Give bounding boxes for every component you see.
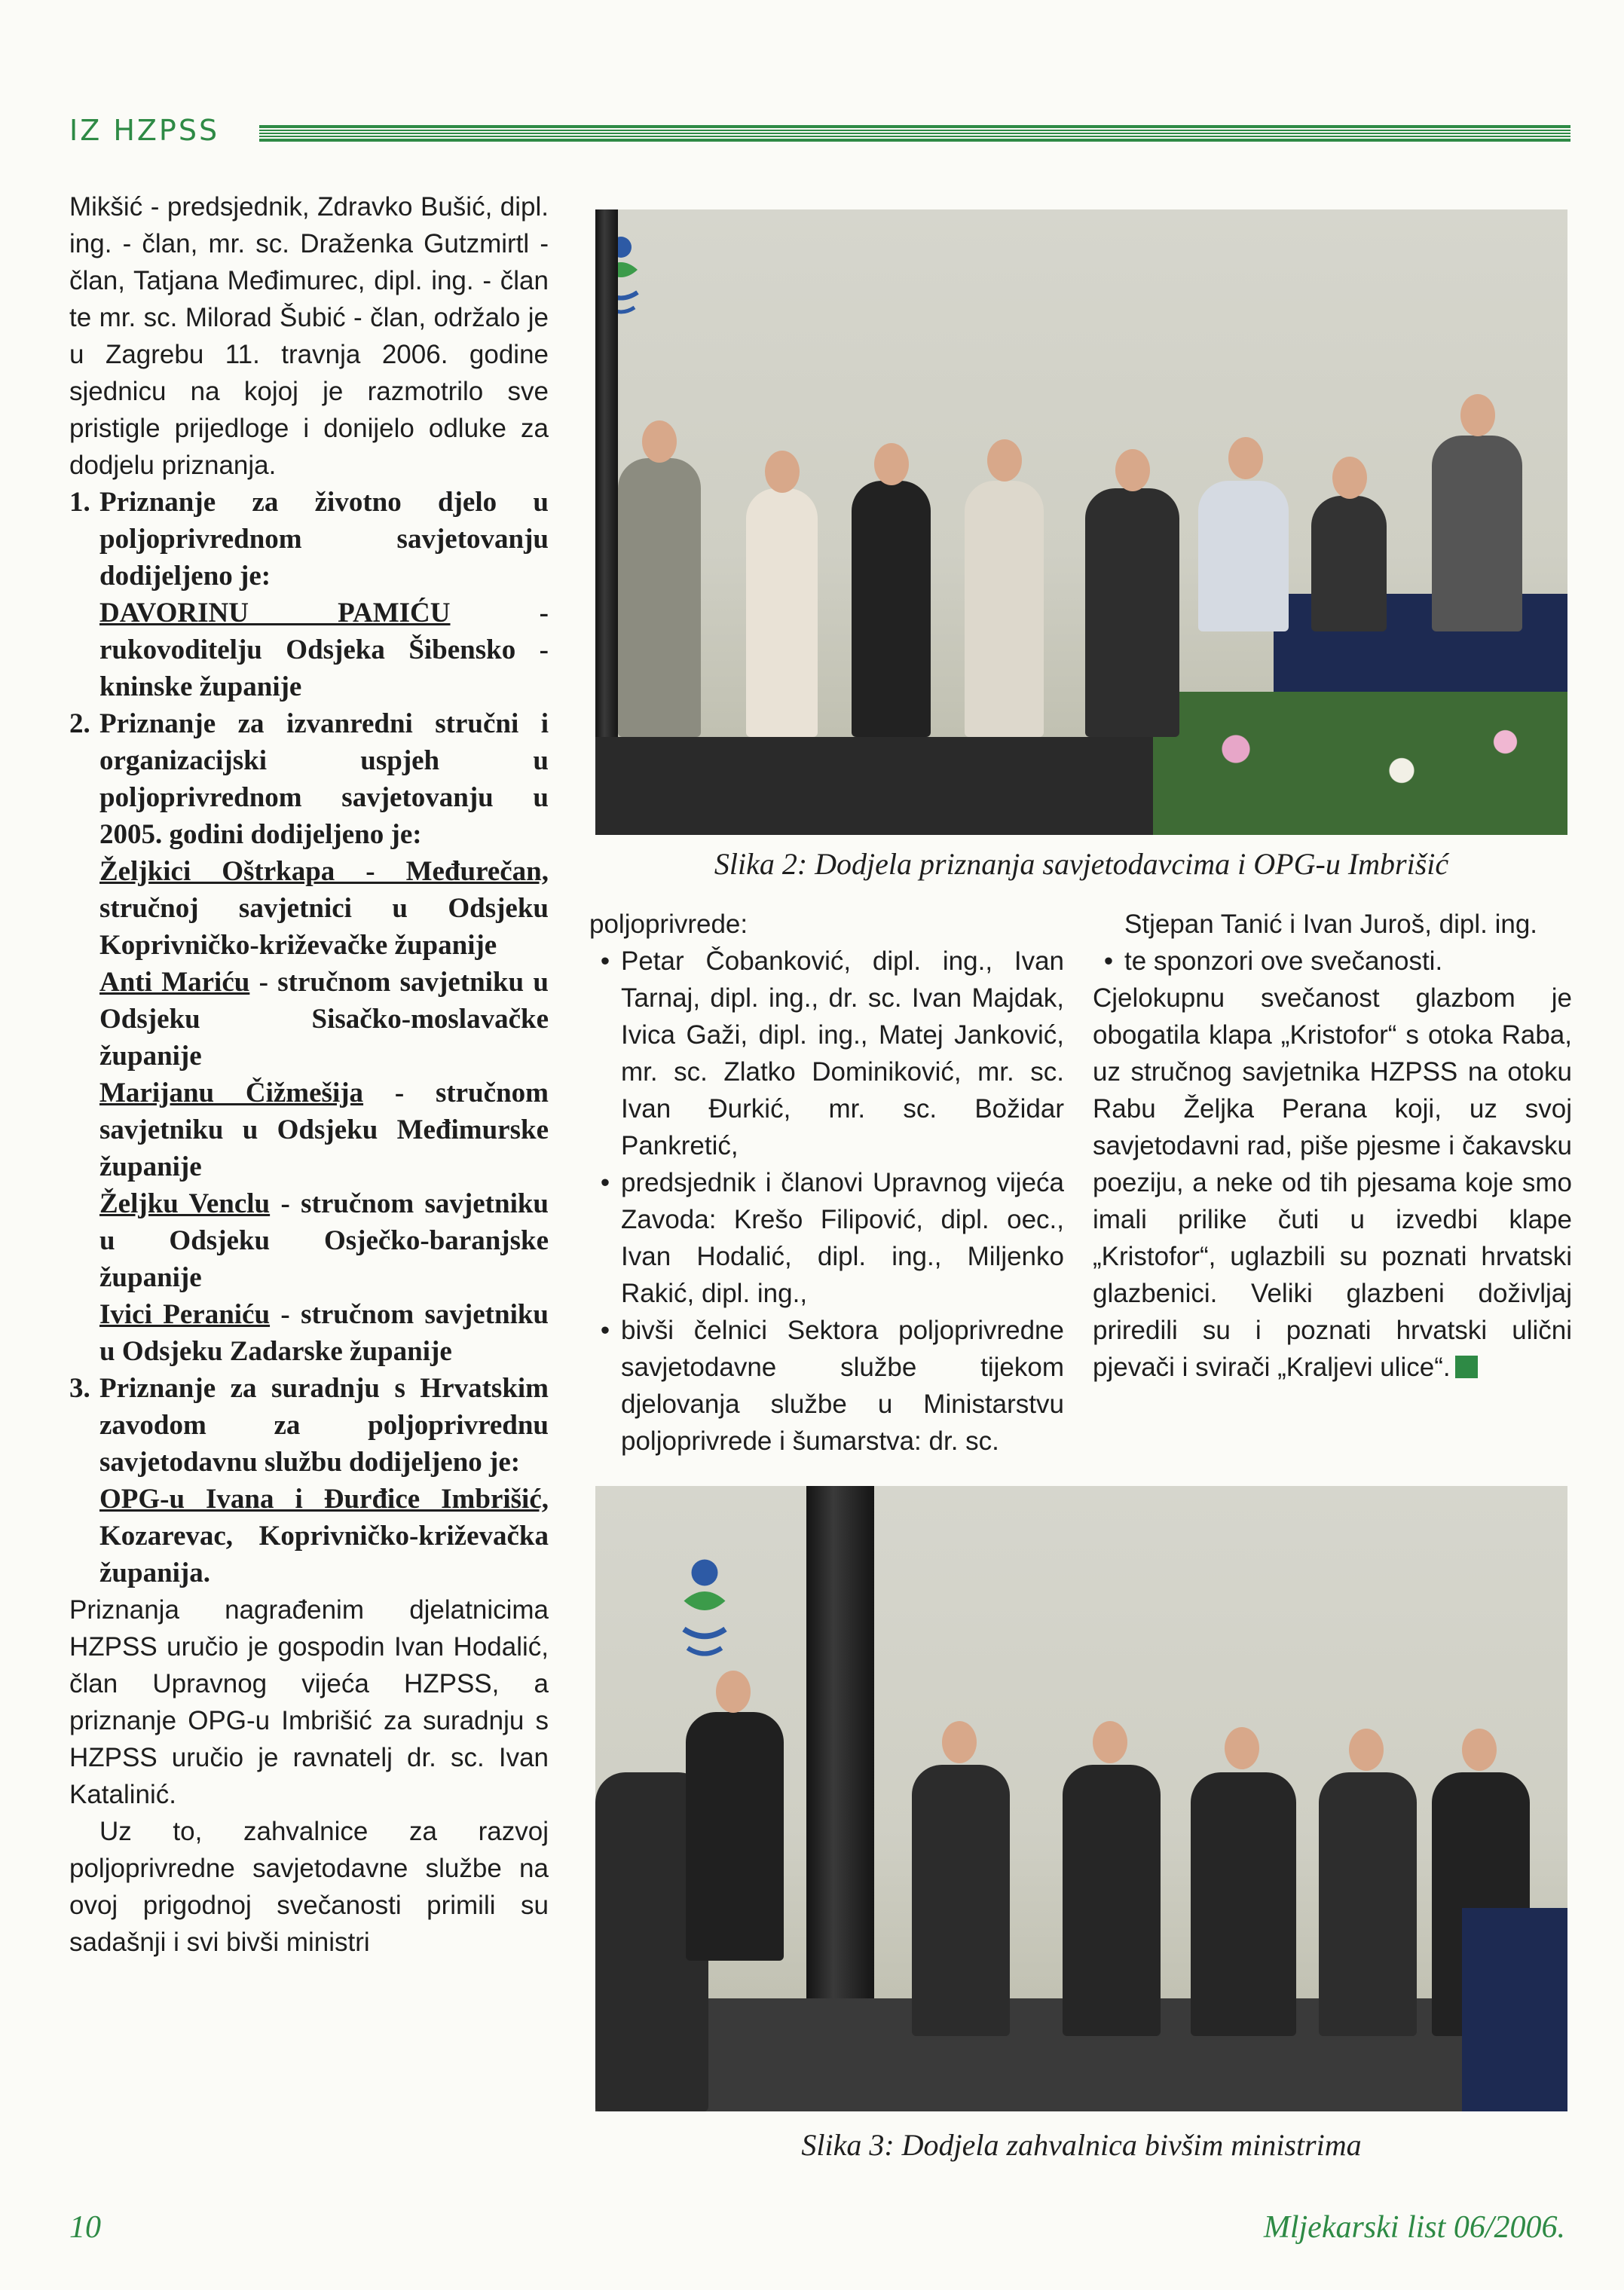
bullet-icon: • — [600, 1168, 610, 1197]
award-title: Priznanje za izvanredni stručni i organizacijski uspjeh u poljoprivrednom savjetovanju u 2005. godini dodijeljeno je: — [99, 708, 549, 850]
recipient-desc: - rukovoditelju Odsjeka Šibensko - kninske županije — [99, 598, 549, 702]
recipient-desc: Kozarevac, Koprivničko-križevačka županija. — [99, 1521, 549, 1588]
person-figure — [1063, 1765, 1161, 2036]
person-head — [1462, 1729, 1497, 1771]
person-figure — [618, 458, 701, 737]
award-item-3 — [69, 1370, 549, 1591]
award-title: Priznanje za suradnju s Hrvatskim zavodom za poljoprivrednu savjetodavnu službu dodijeljeno je: — [99, 1373, 549, 1478]
person-figure — [1319, 1772, 1417, 2036]
recipient-name: Ivici Peraniću — [99, 1299, 271, 1330]
person-head — [1349, 1729, 1384, 1771]
person-figure — [1432, 436, 1522, 631]
award-number: 3. — [69, 1373, 90, 1404]
article-column-right — [1093, 906, 1572, 1386]
award-number: 1. — [69, 487, 90, 518]
end-of-article-icon — [1455, 1356, 1478, 1378]
person-figure — [686, 1712, 784, 1961]
hzpss-logo-icon — [671, 1554, 739, 1667]
list-item — [589, 943, 1064, 1164]
award-item-1 — [69, 484, 549, 705]
recipient-name: Marijanu Čižmešija — [99, 1078, 364, 1108]
article-column-middle — [589, 906, 1064, 1460]
paragraph-awards-presented: Priznanja nagrađenim djelatnicima HZPSS uručio je gospodin Ivan Hodalić, član Upravnog vijeća HZPSS, a priznanje OPG-u Imbrišić za suradnju s HZPSS uručio je ravnatelj dr. sc. Ivan Katalinić. — [69, 1595, 549, 1809]
person-figure — [1311, 496, 1387, 631]
recipient-name: Anti Mariću — [99, 967, 250, 998]
recipient-desc: stručnoj savjetnici u Odsjeku Koprivničko-križevačke županije — [99, 893, 549, 961]
person-head — [874, 443, 909, 485]
award-item-2 — [69, 705, 549, 1370]
award-title: Priznanje za životno djelo u poljoprivrednom savjetovanju dodijeljeno je: — [99, 487, 549, 592]
list-item-text: predsjednik i članovi Upravnog vijeća Zavoda: Krešo Filipović, dipl. oec., Ivan Hodalić, dipl. ing., Miljenko Rakić, dipl. ing., — [621, 1168, 1064, 1308]
list-item — [1093, 943, 1572, 980]
list-item — [589, 1312, 1064, 1460]
recipient-name: Željkici Oštrkapa - Međurečan, — [99, 856, 549, 887]
article-column-left — [69, 188, 549, 1961]
list-item-text: bivši čelnici Sektora poljoprivredne savjetodavne službe tijekom djelovanja službe u Ministarstvu poljoprivrede i šumarstva: dr. sc. — [621, 1316, 1064, 1456]
recipient-desc: - stručnom savjetniku u Odsjeku Zadarske županije — [99, 1299, 549, 1367]
person-head — [1115, 449, 1150, 491]
recipient-name: DAVORINU PAMIĆU — [99, 598, 451, 628]
person-head — [1332, 457, 1367, 499]
person-figure — [965, 481, 1044, 737]
person-figure — [852, 481, 931, 737]
person-figure — [1085, 488, 1179, 737]
paragraph-music — [1093, 980, 1572, 1386]
bullet-icon: • — [600, 1316, 610, 1345]
intro-paragraph: Mikšić - predsjednik, Zdravko Bušić, dipl. ing. - član, mr. sc. Draženka Gutzmirtl - član, Tatjana Međimurec, dipl. ing. - član te mr. sc. Milorad Šubić - član, održalo je u Zagrebu 11. travnja 2006. godine sjednicu na kojoj je razmotrilo sve pristigle prijedloge i donijelo odluke za dodjelu priznanja. — [69, 192, 549, 480]
person-figure — [746, 488, 818, 737]
person-head — [642, 420, 677, 463]
flower-arrangement — [1153, 692, 1567, 835]
person-head — [1228, 437, 1263, 479]
award-number: 2. — [69, 708, 90, 739]
person-head — [1460, 394, 1495, 436]
bullet-icon: • — [600, 946, 610, 976]
figure-caption-slika-2: Slika 2: Dodjela priznanja savjetodavcima i OPG-u Imbrišić — [714, 847, 1449, 881]
header-rule — [259, 125, 1570, 142]
recipient-name: OPG-u Ivana i Đurđice Imbrišić, — [99, 1484, 549, 1515]
person-head — [765, 451, 800, 493]
person-figure — [1191, 1772, 1296, 2036]
person-head — [987, 439, 1022, 482]
figure-caption-slika-3: Slika 3: Dodjela zahvalnica bivšim ministrima — [801, 2128, 1362, 2162]
person-head — [942, 1721, 977, 1763]
person-head — [1225, 1727, 1259, 1769]
person-head — [716, 1671, 751, 1713]
person-figure — [912, 1765, 1010, 2036]
recipient-desc: - stručnom savjetniku u Odsjeku Međimurske županije — [99, 1078, 549, 1182]
paragraph-thanks: Uz to, zahvalnice za razvoj poljoprivredne savjetodavne službe na ovoj prigodnoj svečanosti primili su sadašnji i svi bivši ministri — [69, 1817, 549, 1957]
person-figure — [1198, 481, 1289, 631]
section-header — [69, 112, 1570, 149]
presentation-table — [1462, 1908, 1567, 2111]
list-item — [589, 1164, 1064, 1312]
lead-text: poljoprivrede: — [589, 910, 748, 939]
magazine-issue: Mljekarski list 06/2006. — [1263, 2210, 1565, 2245]
photo-ministers-thanks — [595, 1486, 1567, 2111]
page-number: 10 — [69, 2210, 101, 2245]
list-item-text: Petar Čobanković, dipl. ing., Ivan Tarnaj, dipl. ing., dr. sc. Ivan Majdak, Ivica Gaži, dipl. ing., Matej Janković, mr. sc. Zlatko Dominiković, mr. sc. Ivan Đurkić, mr. sc. Božidar Pankretić, — [621, 946, 1064, 1160]
recipient-name: Željku Venclu — [99, 1188, 271, 1219]
recipient-desc: - stručnom savjetniku u Odsjeku Sisačko-moslavačke županije — [99, 967, 549, 1072]
recipient-desc: - stručnom savjetniku u Odsjeku Osječko-baranjske županije — [99, 1188, 549, 1293]
continuation-text: Stjepan Tanić i Ivan Juroš, dipl. ing. — [1124, 910, 1538, 939]
paragraph-music-text: Cjelokupnu svečanost glazbom je obogatila klapa „Kristofor“ s otoka Raba, uz stručnog savjetnika HZPSS na otoku Rabu Željka Perana koji, uz svoj savjetodavni rad, piše pjesme i čakavsku poeziju, a neke od tih pjesama koje smo imali prilike čuti u izvedbi klape „Kristofor“, uglazbili su poznati hrvatski glazbenici. Veliki glazbeni doživljaj priredili su i poznati hrvatski ulični pjevači i svirači „Kraljevi ulice“. — [1093, 983, 1572, 1382]
bullet-icon: • — [1103, 946, 1114, 976]
photo-award-ceremony — [595, 209, 1567, 835]
person-head — [1093, 1721, 1127, 1763]
list-item-text: te sponzori ove svečanosti. — [1124, 946, 1443, 976]
section-label: IZ HZPSS — [69, 114, 220, 147]
